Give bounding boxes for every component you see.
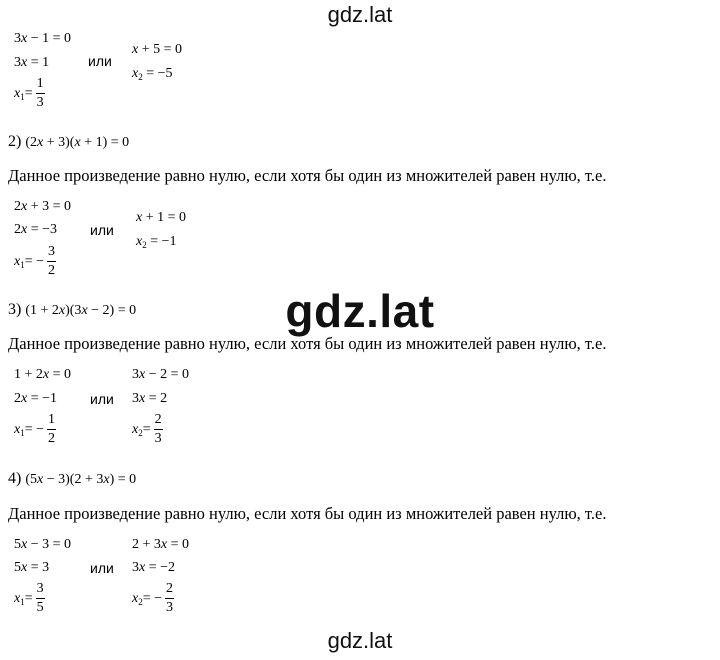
watermark-top: gdz.lat — [327, 2, 393, 27]
watermark-middle: gdz.lat — [285, 285, 435, 337]
t3-or-label: или — [90, 391, 114, 407]
t4-left-solution: x 1 = $\frac{3}{5}$ — [14, 581, 44, 615]
t3-left-eq-1: 1 + 2x = 0 — [14, 367, 72, 382]
p1-left-eq-1: 3x − 1 = 0 — [14, 31, 72, 46]
p1-right-eq-2: $x_2 = -5$ — [132, 66, 173, 82]
t4-left-eq-2: 5x = 3 — [14, 560, 50, 575]
p1-denominator: 3 — [36, 95, 44, 110]
t4-right-fraction: $\frac{2}{3}$ — [166, 581, 174, 615]
t4-left-fraction: $\frac{3}{5}$ — [36, 581, 44, 615]
task2-statement: Данное произведение равно нулю, если хотя бы один из множителей равен нулю, т.е. — [8, 166, 607, 185]
watermark-bottom: gdz.lat — [327, 628, 393, 653]
p1-x-sub: 1 — [20, 91, 25, 102]
p1-or-label: или — [88, 53, 112, 69]
p1-left-eq-2: 3x = 1 — [14, 55, 50, 70]
t2-right-eq-1: x + 1 = 0 — [136, 210, 187, 225]
t2-left-eq-2: 2x = −3 — [14, 222, 58, 237]
task2-expression: (2x + 3)(x + 1) = 0 — [25, 135, 130, 150]
task3-header — [8, 301, 136, 319]
t4-right-solution: x 2 = − $\frac{2}{3}$ — [132, 581, 174, 615]
task4-number: 4) — [8, 470, 22, 487]
task3-expression: (1 + 2x)(3x − 2) = 0 — [25, 303, 137, 318]
task4-statement: Данное произведение равно нулю, если хотя бы один из множителей равен нулю, т.е. — [8, 504, 607, 523]
task3-statement: Данное произведение равно нулю, если хотя бы один из множителей равен нулю, т.е. — [8, 334, 607, 353]
t3-left-solution: x 1 = − $\frac{1}{2}$ — [14, 412, 56, 446]
t2-or-label: или — [90, 222, 114, 238]
task2-number: 2) — [8, 133, 22, 150]
p1-x-var: x — [14, 85, 21, 101]
task2-header — [8, 133, 129, 151]
p1-left-solution — [14, 77, 45, 110]
t3-left-fraction: $\frac{1}{2}$ — [48, 412, 56, 446]
t2-fraction: $\frac{3}{2}$ — [48, 244, 56, 278]
task4-header — [8, 470, 136, 488]
t3-right-eq-2: 3x = 2 — [132, 391, 168, 406]
t4-right-eq-2: 3x = −2 — [132, 560, 176, 575]
t4-left-eq-1: 5x − 3 = 0 — [14, 537, 72, 552]
t3-left-eq-2: 2x = −1 — [14, 391, 58, 406]
p1-right-eq-1: x + 5 = 0 — [132, 42, 183, 57]
t2-left-solution: x 1 = − $\frac{3}{2}$ — [14, 244, 56, 278]
p1-sign: = — [24, 85, 33, 101]
t4-right-eq-1: 2 + 3x = 0 — [132, 537, 190, 552]
t2-right-eq-2: $x_2 = -1$ — [136, 234, 177, 250]
p1-fraction — [36, 77, 45, 110]
p1-numerator: 1 — [36, 76, 44, 91]
task3-number: 3) — [8, 301, 22, 318]
t3-right-solution: x 2 = $\frac{2}{3}$ — [132, 412, 162, 446]
t4-or-label: или — [90, 560, 114, 576]
t3-right-eq-1: 3x − 2 = 0 — [132, 367, 190, 382]
task4-expression: (5x − 3)(2 + 3x) = 0 — [25, 472, 137, 487]
t2-left-eq-1: 2x + 3 = 0 — [14, 199, 72, 214]
t3-right-fraction: $\frac{2}{3}$ — [154, 412, 162, 446]
